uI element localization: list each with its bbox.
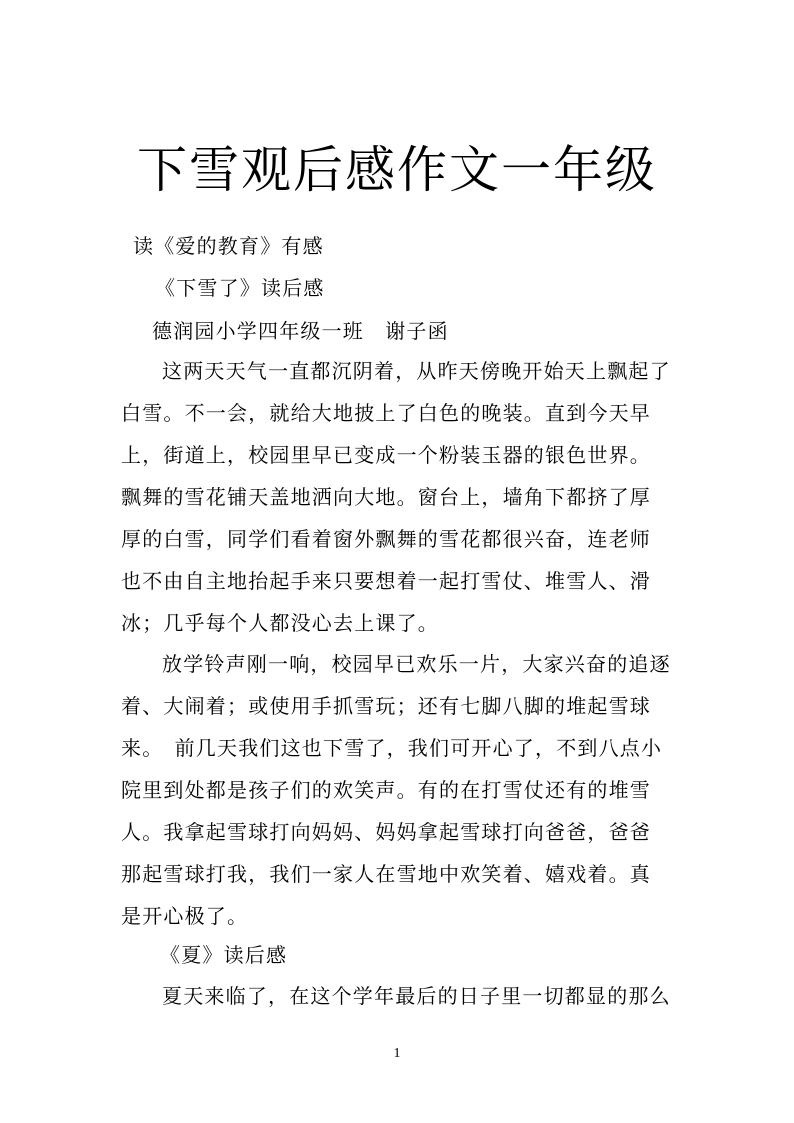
paragraph-line: 厚的白雪，同学们看着窗外飘舞的雪花都很兴奋，连老师: [121, 527, 651, 551]
paragraph-line: 人。我拿起雪球打向妈妈、妈妈拿起雪球打向爸爸，爸爸: [121, 820, 651, 844]
paragraph-line: 放学铃声刚一响，校园早已欢乐一片，大家兴奋的追逐: [162, 652, 671, 676]
section-heading: 《下雪了》读后感: [155, 276, 325, 300]
document-title: 下雪观后感作文一年级: [137, 141, 657, 199]
paragraph-line: 院里到处都是孩子们的欢笑声。有的在打雪仗还有的堆雪: [121, 778, 651, 802]
paragraph-line: 夏天来临了，在这个学年最后的日子里一切都显的那么: [162, 984, 671, 1008]
paragraph-line: 白雪。不一会，就给大地披上了白色的晚装。直到今天早: [121, 401, 651, 425]
paragraph-line: 飘舞的雪花铺天盖地洒向大地。窗台上，墙角下都挤了厚: [121, 485, 651, 509]
paragraph-line: 是开心极了。: [121, 904, 249, 928]
subtitle-line: 读《爱的教育》有感: [133, 234, 324, 258]
paragraph-line: 来。 前几天我们这也下雪了，我们可开心了，不到八点小: [121, 736, 663, 760]
paragraph-line: 也不由自主地抬起手来只要想着一起打雪仗、堆雪人、滑: [121, 569, 651, 593]
paragraph-line: 冰；几乎每个人都没心去上课了。: [121, 611, 439, 635]
paragraph-line: 上，街道上，校园里早已变成一个粉装玉器的银色世界。: [121, 443, 651, 467]
paragraph-line: 那起雪球打我，我们一家人在雪地中欢笑着、嬉戏着。真: [121, 862, 651, 886]
section-heading: 《夏》读后感: [160, 943, 288, 967]
paragraph-line: 着、大闹着；或使用手抓雪玩；还有七脚八脚的堆起雪球: [121, 694, 651, 718]
paragraph-line: 这两天天气一直都沉阴着，从昨天傍晚开始天上飘起了: [162, 359, 671, 383]
page-number: 1: [393, 1046, 401, 1061]
author-line: 德润园小学四年级一班 谢子函: [152, 319, 449, 343]
